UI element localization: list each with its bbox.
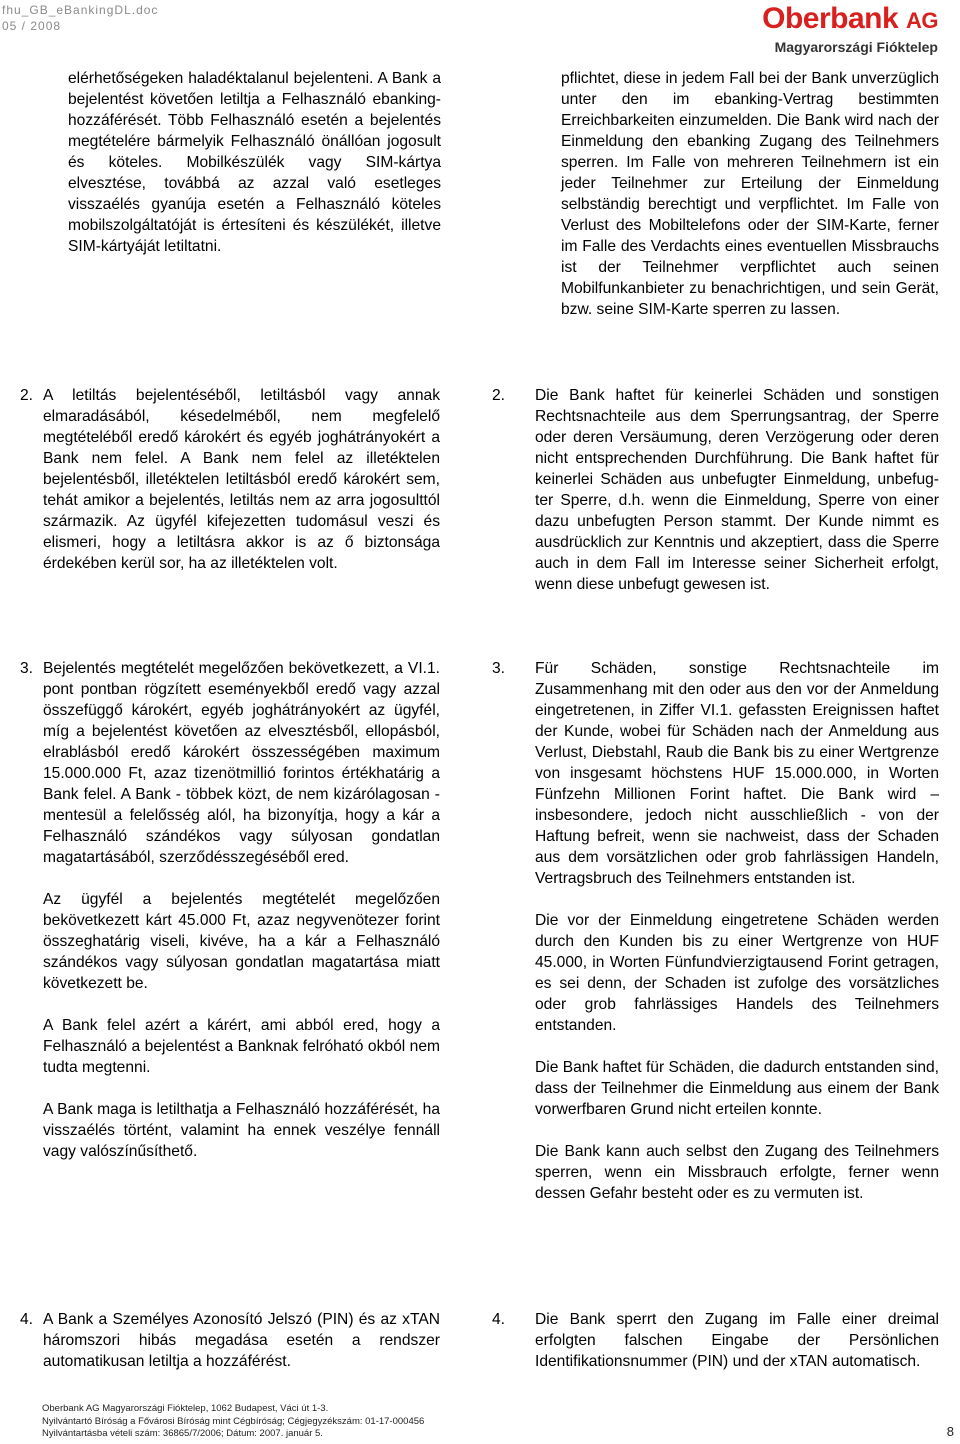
page-number: 8 xyxy=(946,1424,954,1439)
footer-registry: Nyilvántartó Bíróság a Fővárosi Bíróság mint Cégbíróság; Cégjegyzékszám: 01-17-000456 xyxy=(42,1415,425,1427)
footer-registration: Nyilvántartásba vételi szám: 36865/7/2006; Dátum: 2007. január 5. xyxy=(42,1428,323,1439)
section-4-de: Die Bank sperrt den Zugang im Falle einer dreimal erfolgten falschen Eingabe der Persönlichen Identifikationsnummer (PIN) und der xTAN automatisch. xyxy=(535,1311,939,1370)
document-filename: fhu_GB_eBankingDL.doc xyxy=(2,3,159,17)
document-date: 05 / 2008 xyxy=(2,19,62,33)
intro-paragraph-hu: elérhetőségeken haladéktalanul bejelenteni. A Bank a bejelentést követően letiltja a Felhasználó ebanking-hozzáférését. Több Felhasználó esetén a bejelentés megtételére bármelyik Felhasználó önállóan jogosult és köteles. Mobilkészülék vagy SIM-kártya elvesztése, továbbá az azzal való esetleges visszaélés gyanúja esetén a Felhasználó köteles mobilszolgáltatóját is értesíteni és készülékét, illetve SIM-kártyáját letiltatni. xyxy=(68,70,441,255)
section-number-de: 2. xyxy=(492,387,506,404)
section-2-de: Die Bank haftet für keinerlei Schäden und sonstigen Rechtsnachteile aus dem Sperrungsantrag, der Sperre oder deren Versäumung, deren Verzögerung oder deren nicht entsprechenden Durchführung. Die Bank haftet für keinerlei Schäden aus unbefugter Einmeldung, unbefug-ter Sperre, d.h. wenn die Einmeldung, Sperre von einer dazu unbefugten Person stammt. Der Kunde nimmt es ausdrücklich zur Kenntnis und akzeptiert, dass die Sperre auch in dem Fall im Interesse seiner Sicherheit erfolgt, wenn diese unbefugt gewesen ist. xyxy=(535,387,939,593)
intro-paragraph-de: pflichtet, diese in jedem Fall bei der Bank unverzüglich unter den im ebanking-Vertrag bestimmten Erreichbarkeiten einzumelden. Die Bank wird nach der Einmeldung den ebanking Zugang des Teilnehmers sperren. Im Falle von mehreren Teilnehmern ist ein jeder Teilnehmer zur Erteilung der Einmeldung selbständig berechtigt und verpflichtet. Im Falle von Verlust des Mobiltelefons oder der SIM-Karte, ferner im Falle des Verdachts eines eventuellen Missbrauchs ist der Teilnehmer verpflichtet auch seinen Mobilfunkanbieter zu benachrichtigen, und sein Gerät, bzw. seine SIM-Karte sperren zu lassen. xyxy=(561,70,939,318)
logo-name: Oberbank xyxy=(762,2,899,35)
logo-wordmark xyxy=(762,4,938,36)
section-number-de: 4. xyxy=(492,1311,506,1328)
section-number-hu: 2. xyxy=(20,387,34,404)
section-4-hu: A Bank a Személyes Azonosító Jelszó (PIN) és az xTAN háromszori hibás megadása esetén a rendszer automatikusan letiltja a hozzáférést. xyxy=(43,1311,440,1370)
section-number-hu: 3. xyxy=(20,660,34,677)
section-3-de: Für Schäden, sonstige Rechtsnachteile im Zusammenhang mit den oder aus den vor der Anmeldung eingetretenen, in Ziffer VI.1. gefassten Ereignissen haftet der Kunde, wobei für Schäden nach der Anmeldung aus Verlust, Diebstahl, Raub die Bank bis zu einer Wertgrenze von insgesamt höchstens HUF 15.000.000, in Worten Fünfzehn Millionen Forint haftet. Die Bank wird – insbesondere, jedoch nicht ausschließlich - von der Haftung befreit, wenn sie nachweist, dass der Schaden aus dem vorsätzlichen oder grob fahrlässigen Handeln, Vertragsbruch des Teilnehmers entstanden ist. Die vor der Einmeldung eingetretene Schäden werden durch den Kunden bis zu einer Wertgrenze von HUF 45.000, in Worten Fünfundvierzigtausend Forint getragen, es sei denn, der Schaden ist zufolge des vorsätzliches oder grob fahrlässiges Handels des Teilnehmers entstanden. Die Bank haftet für Schäden, die dadurch entstanden sind, dass der Teilnehmer die Einmeldung aus einem der Bank vorwerfbaren Grund nicht erteilen konnte. Die Bank kann auch selbst den Zugang des Teilnehmers sperren, wenn ein Missbrauch erfolgte, ferner wenn dessen Gefahr besteht oder es zu vermuten ist. xyxy=(535,660,939,1202)
section-2-hu: A letiltás bejelentéséből, letiltásból vagy annak elmaradásából, késedelméből, nem megfelelő megtételéből eredő károkért és egyéb joghátrányokért a Bank nem felel. A Bank nem felel az illetéktelen bejelentésből, illetéktelen letiltásból eredő károkért sem, tehát amikor a bejelentés, letiltás nem az arra jogosulttól származik. Az ügyfél kifejezetten tudomásul veszi és elismeri, hogy a letiltásra akkor is az ő biztonsága érdekében kerül sor, ha az illetéktelen volt. xyxy=(43,387,440,572)
logo-ag: AG xyxy=(906,8,938,33)
logo-subtitle: Magyarországi Fióktelep xyxy=(774,39,938,55)
document-meta xyxy=(2,2,158,34)
section-number-de: 3. xyxy=(492,660,506,677)
page-footer xyxy=(42,1403,424,1441)
section-number-hu: 4. xyxy=(20,1311,34,1328)
oberbank-logo xyxy=(762,4,938,56)
footer-address: Oberbank AG Magyarországi Fióktelep, 1062 Budapest, Váci út 1-3. xyxy=(42,1403,329,1414)
section-3-hu: Bejelentés megtételét megelőzően bekövetkezett, a VI.1. pont pontban rögzített eseményekből eredő vagy azzal összefüggő károkért, egyéb joghátrányokért az ügyfél, míg a bejelentést követően az elvesztésből, ellopásból, elrablásból eredő károkért összességében maximum 15.000.000 Ft, azaz tizenötmillió forintos értékhatárig a Bank felel. A Bank - többek közt, de nem kizárólagosan - mentesül a felelősség alól, ha bizonyítja, hogy a kár a Felhasználó szándékos vagy súlyosan gondatlan magatartásából, szerződésszegéséből ered. Az ügyfél a bejelentés megtételét megelőzően bekövetkezett kárt 45.000 Ft, azaz negyvenötezer forint összeghatárig viseli, kivéve, ha a kár a Felhasználó szándékos vagy súlyosan gondatlan magatartása miatt következett be. A Bank felel azért a kárért, ami abból ered, hogy a Felhasználó a bejelentést a Banknak felróható okból nem tudta megtenni. A Bank maga is letilthatja a Felhasználó hozzáférését, ha visszaélés történt, valamint ha ennek veszélye fennáll vagy valószínűsíthető. xyxy=(43,660,440,1160)
